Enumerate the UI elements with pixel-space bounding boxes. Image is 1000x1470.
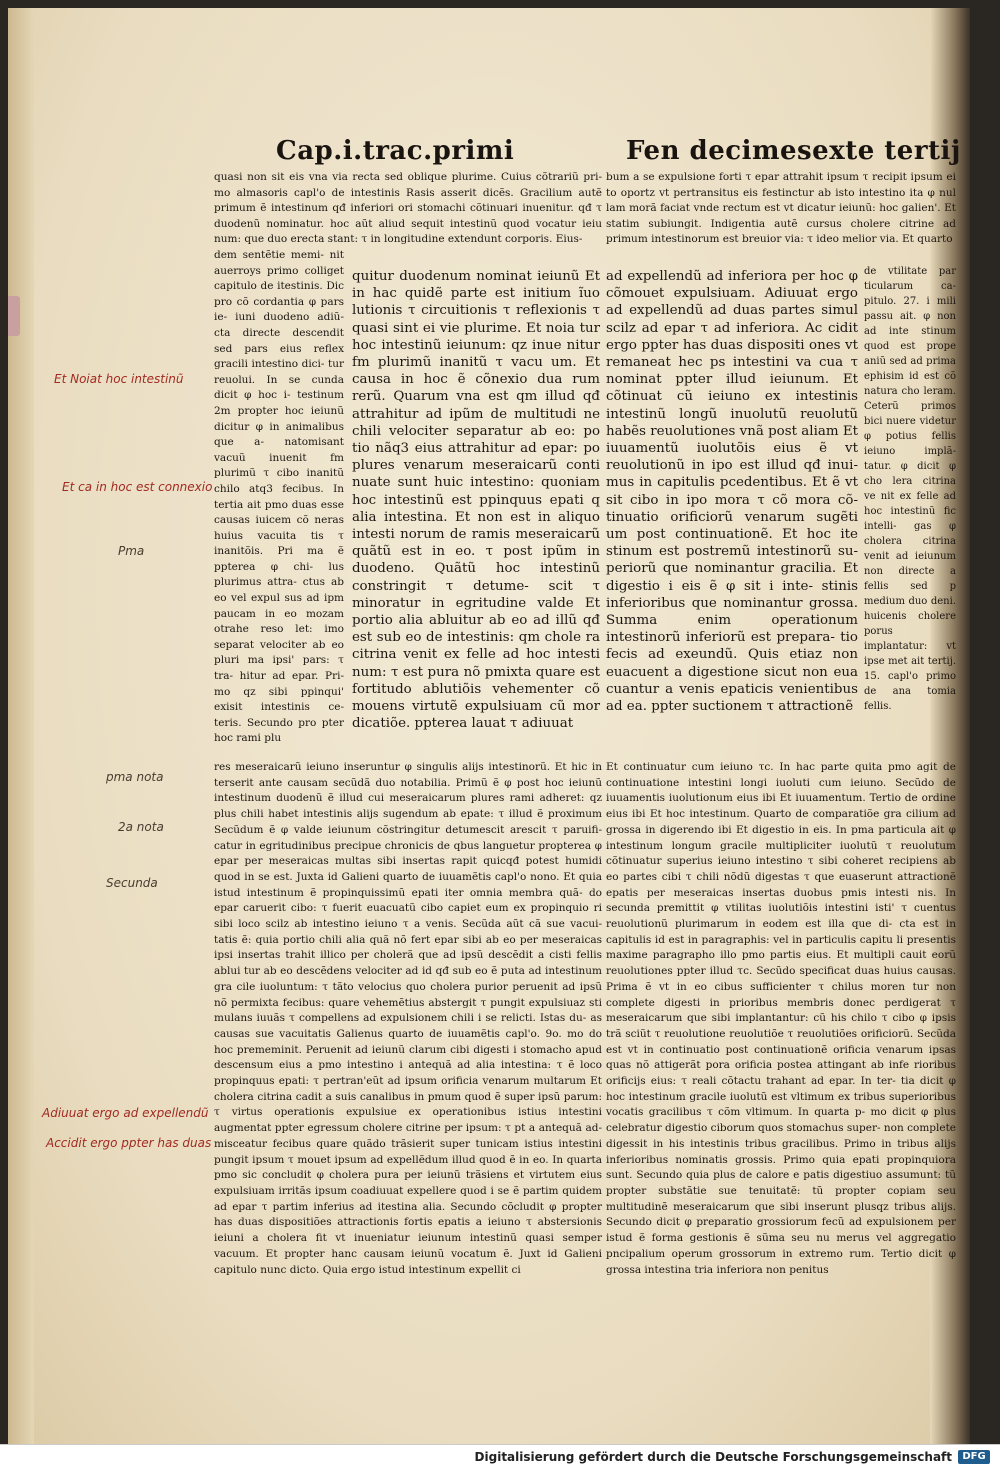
- funding-credit: Digitalisierung gefördert durch die Deutsche Forschungsgemeinschaft: [474, 1450, 952, 1464]
- marginal-note: Et ca in hoc est connexio: [62, 480, 213, 494]
- main-text-right: ad expellendũ ad inferiora per hoc φ cõmouet expulsiuam. Adiuuat ergo ad expellendũ ad duas partes simul scilz ad epar τ ad inferiora. Ac cidit ergo ppter has duas dispositi ones vt remaneat hec ps intestini va cua τ nominat ppter illud ieiunum. Et cõtinuat cũ ieiuno ex intestinis intestinũ longũ inuolutũ reuolutũ habẽs reuolutiones vnã post aliam Et iuuamentũ iuolutõis eius ẽ vt reuolutionũ in ipo est illud qđ inui- mus in capitulis pcedentibus. Et ẽ vt sit cibo in ipo mora τ cõ mora cõ- tinuatio orificiorũ venarum sugẽti um post continuationẽ. Et hoc ite stinum est postremũ intestinorũ su- periorũ que nominantur gracilia. Et digestio i eis ẽ φ sit i inte- stinis inferioribus que nominantur grossa. Summa enim operationum intestinorũ inferiorũ est prepara- tio fecis ad exeundũ. Quis etiaz non euacuent a digestione sicut non eua cuantur a venis epaticis venientibus ad ea. ppter suctionem τ attractionẽ: [606, 269, 858, 715]
- book-binding: [8, 8, 34, 1444]
- marginal-note: Pma: [118, 544, 145, 558]
- main-text-left: quitur duodenum nominat ieiunũ Et in hac quidẽ parte est initium ĩuo lutionis τ circuitionis τ reflexionis τ quasi sint ei vie plurime. Et noia tur hoc intestinũ ieiunum: qz inue nitur fm plurimũ inanitũ τ vacu um. Et causa in hoc ẽ cõnexio dua rum rerũ. Quarum vna est qm illud qđ attrahitur ad ipũm de multitudi ne chili velociter separatur ab eo: po tio nãq3 eius attrahitur ad epar: po plures venarum meseraicarũ conti nuate sunt huic intestino: quoniam hoc intestinũ est ppinquus epati q alia intestina. Et non est in aliquo intesti norum de ramis meseraicarũ quãtũ est in eo. τ post ipũm in duodeno. Quãtũ hoc intestinũ constringit τ detume- scit τ minoratur in egritudine valde Et portio alia abluitur ab eo ad illũ qđ est sub eo de intestinis: qm chole ra citrina venit ex felle ad hoc intesti num: τ est pura nõ pmixta quare est fortitudo ablutiõis vehementer cõ mouens virtutẽ expulsiuam cũ mor dicatiõe. ppterea lauat τ adiuuat: [352, 269, 600, 732]
- dfg-logo: DFG: [958, 1450, 990, 1464]
- running-header-left: Cap.i.trac.primi: [276, 136, 515, 166]
- gloss-left-top: quasi non sit eis vna via recta sed oblique plurime. Cuius cõtrariũ pri- mo almasoris capl'o de intestinis Rasis asserit dicẽs. Gracilium autẽ primum ẽ intestinum qđ inferiori ori stomachi cõtinuari inuenitur. qđ τ duodenũ nominatur. hoc aũt aliud sequit intestinũ quod vocatur ieiu num: que duo erecta stant: τ in longitudine extendunt corporis. Eius-: [214, 171, 602, 246]
- gloss-lower-left: res meseraicarũ ieiuno inseruntur φ singulis alijs intestinorũ. Et hic in terserit ante causam secũdã duo notabilia. Primũ ẽ φ post hoc ieiunũ intestinum duodenũ ẽ illud cui meseraicarum plures rami adheret: qz plus chili habet intestinis alijs sugendum ab epate: τ illud ẽ proximum Secũdum ẽ φ valde ieiunum cõstringitur detumescit arescit τ paruifi- catur in egritudinibus precipue chronicis de qbus languetur propterea φ epar per meseraicas multas sibi insertas rapit quicqđ potest humidi quod in se est. Juxta id Galieni quarto de iuuamẽtis capl'o nono. Et quia istud intestinum ẽ propinquissimũ epati iter omnia membra quã- do epar caruerit cibo: τ fuerit euacuatũ cibo capiet eum ex propinquio ri sibi loco scilz ab intestino ieiuno τ a venis. Secũda aũt cã sue vacui- tatis ẽ: quia portio chili alia quã nõ fert epar sibi ab eo per meseraicas ipsi insertas trahit illico per cholerã que ad ipsũ descẽdit a cisti fellis ablui tur ab eo descẽdens velociter ad id qđ sub eo ẽ puta ad intestinum gra cile iuoluntum: τ tãto velocius quo cholera purior peruenit ad ipsũ nõ permixta fecibus: quare vehemẽtius abstergit τ pungit expulsiuaz sti mulans iuuãs τ compellens ad expulsionem chili i se relicti. Istas du- as causas sue vacuitatis Galienus quarto de iuuamẽtis capl'o. 9o. mo do hoc prememinit. Peruenit ad ieiunũ clarum cibi digesti i stomacho apud descensum eius a pmo intestino i antequã ad alia intestina: τ ẽ loco propinquus epati: τ pertran'eũt ad ipsum orificia venarum multarum Et cholera citrina cadit a suis canalibus in pmum quod ẽ super ipsũ parum: τ virtus operationis expulsiue ex operationibus istius intestini augmentat ppter egressum cholere citrine per ipsum: τ pt a antequã ad- misceatur fecibus quare quãdo trãsierit super tunicam istius intestini pungit ipsum τ mouet ipsum ad expellẽdum illud quod ẽ in eo. In quarta pmo sic concludit φ cholera pura per ieiunũ trãsiens et virtutem eius expulsiuam irritãs ipsum coadiuuat expellere quod i se ẽ partim quidem ad epar τ partim inferius ad itestina alia. Secundo cõcludit φ propter has duas dispositiões attractionis fortis epatis a ieiuno τ abstersionis ieiuni a cholera fit vt inueniatur ieiunum intestinũ quasi semper vacuum. Et propter hanc causam ieiunũ vocatum ẽ. Juxt id Galieni capitulo nunc dicto. Quia ergo istud intestinum expellit ci: [214, 761, 602, 1276]
- marginal-note: Adiuuat ergo ad expellendũ: [42, 1106, 209, 1120]
- marginal-note: 2a nota: [118, 820, 164, 834]
- marginal-note: pma nota: [106, 770, 164, 784]
- footer-bar: [0, 1444, 1000, 1470]
- gloss-left-narrow: dem sentẽtie memi- nit auerroys primo colliget capitulo de itestinis. Dic pro cõ cordantia φ pars ie- iuni duodeno adiũ- cta directe descendit sed pars eius reflex gracili intestino dici- tur reuolui. In se cunda dicit φ hoc i- testinum 2m propter hoc ieiunũ dicitur φ in animalibus que a- natomisant vacuũ inuenit fm plurimũ τ cibo inanitũ chilo atq3 fecibus. In tertia ait pmo duas esse causas iuicem cõ neras huius vacuita tis τ inanitõis. Pri ma ẽ ppterea φ chi- lus plurimus attra- ctus ab eo vel expul sus ad ipm paucam in eo mozam otrahe reso let: imo separat velociter ab eo pluri ma ipsi' pars: τ tra- hitur ad epar. Pri- mo qz sibi ppinqui' exisit intestinis ce- teris. Secundo pro pter hoc rami plu: [214, 249, 344, 745]
- gloss-right-narrow: de vtilitate par ticularum ca- pitulo. 27. i mili passu ait. φ non ad inte stinum quod est prope aniũ sed ad prima ephisim id est cõ natura cho leram. Ceterũ primos bici nuere videtur φ potius fellis ieiuno implã- tatur. φ dicit φ cho lera citrina ve nit ex felle ad hoc intestinũ fic intelli- gas φ cholera citrina venit ad ieiunum non directe a fellis sed p medium duo deni. huicenis cholere porus implantatur: vt ipse met ait tertij. 15. capl'o primo de ana tomia fellis.: [864, 266, 956, 712]
- page-tab-marker: [8, 296, 20, 336]
- gloss-right-top: bum a se expulsione forti τ epar attrahit ipsum τ recipit ipsum ei to oportz vt pertransitus eis festinctur ab isto intestino ita φ nul lam morã faciat vnde rectum est vt dicatur ieiunũ: hoc galien'. Et statim subiungit. Indigentia autẽ cursus cholere citrine ad primum intestinorum est breuior via: τ ideo melior via. Et quarto: [606, 171, 956, 246]
- gloss-lower-right: Et continuatur cum ieiuno τc. In hac parte quita pmo agit de continuatione intestini longi iuoluti cum ieiuno. Secũdo de iuuamentis iuolutionum eius ibi Et iuuamentum. Tertio de ordine eius ibi Et hoc intestinum. Quarto de comparatiõe gra cilium ad grossa in digerendo ibi Et digestio in eis. In pma particula ait φ intestinum longum gracile multipliciter iuolutũ τ reuolutum cõtinuatur superius ieiuno intestino τ sibi coheret recipiens ab eo partes cibi τ chili nõdũ digestas τ que euaserunt attractionẽ epatis per meseraicas insertas duobus pmis intesti nis. In secunda premittit φ vtilitas iuolutiõis intestini isti' τ cuentus reuolutionũ plurimarum in eodem est illa que di- cta est in capitulis id est in paragraphis: vel in particulis capitu li presentis maxime paragrapho illo pmo partis eius. Et multipli cauit eorũ reuolutiones ppter illud τc. Secũdo specificat duas huius causas. Prima ẽ vt in eo cibus sufficienter τ chilus moren tur non complete digesti in prioribus membris donec perdigerat τ meseraicarum que sibi implantantur: cũ his chilo τ cibo φ ipsis trã sciũt τ reuolutione reuolutiõe τ reuolutiões orificiorũ. Secũda est vt in continuatio post continuationẽ orificia venarum ipsas quas nõ attigerãt pora orificia postea attingant ab infe rioribus orificijs eius: τ reali cõtactu trahant ad epar. In ter- tia dicit φ hoc intestinum gracile iuolutũ est vltimum ex tribus superioribus vocatis gracilibus τ cõm vltimum. In quarta p- mo dicit φ plus celebratur digestio ciborum quos stomachus super- non complete digessit in his intestinis tribus gracilibus. Primo in tribus alijs inferioribus nominatis grossis. Primo quia epati propinquiora sunt. Secundo quia plus de calore e patis digestiuo assumunt: tũ propter substãtie sue tenuitatẽ: tũ propter copiam seu multitudinẽ meseraicarum que sibi inserunt plusqz tribus alijs. Secundo dicit φ preparatio grossiorum fecũ ad expulsionem per istud ẽ forma gestionis ẽ sũma seu nu merus vel aggregatio pncipalium operum grossorum in extremo rum. Tertio dicit φ grossa intestina tria inferiora non penitus: [606, 761, 956, 1276]
- marginal-note: Et Noiat hoc intestinũ: [54, 372, 184, 386]
- marginal-note: Secunda: [106, 876, 158, 890]
- manuscript-page: [8, 8, 970, 1444]
- running-header-right: Fen decimesexte tertij: [626, 136, 961, 166]
- marginal-note: Accidit ergo ppter has duas: [46, 1136, 212, 1150]
